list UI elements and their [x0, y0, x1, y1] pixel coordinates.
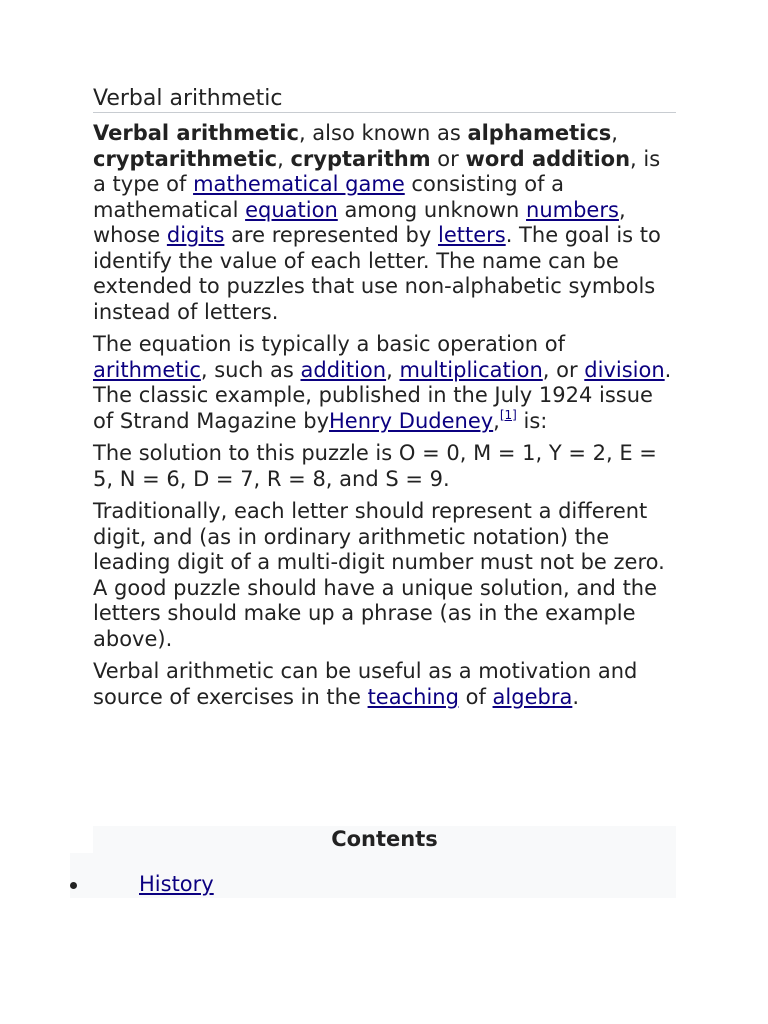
text-span: of — [458, 684, 493, 709]
link-equation[interactable]: equation — [245, 197, 338, 222]
text-span: are represented by — [224, 223, 438, 247]
table-of-contents — [70, 826, 676, 898]
text-span: Verbal arithmetic can be useful as a motivation and source of exercises in the — [93, 659, 638, 709]
intro-paragraph — [93, 121, 676, 325]
text-span: , also known as — [298, 121, 468, 145]
text-span: . — [572, 684, 580, 709]
text-span: , is a type of — [93, 146, 661, 196]
alternate-name: word addition — [465, 146, 631, 171]
text-span: . The goal is to identify the value of each letter. The name can be extended to puzzles that use non-alphabetic symbols instead of letters. — [93, 223, 661, 324]
reference-superscript — [500, 408, 517, 422]
link-multiplication[interactable]: multiplication — [399, 357, 543, 382]
link-algebra[interactable]: algebra — [492, 684, 573, 709]
text-span: , whose — [93, 197, 626, 247]
link-division[interactable]: division — [584, 357, 665, 382]
term-bold: Verbal arithmetic — [93, 121, 299, 145]
text-span: , — [386, 357, 400, 382]
text-span: , — [493, 408, 500, 433]
text-span: . The classic example, published in the July 1924 issue of Strand Magazine by — [93, 357, 672, 433]
toc-corner — [70, 826, 93, 853]
bullet-icon — [70, 882, 77, 889]
toc-item-history — [70, 870, 676, 898]
link-digits[interactable]: digits — [166, 223, 225, 247]
text-span: , — [611, 121, 618, 145]
alternate-name: alphametics — [467, 121, 612, 145]
alternate-name: cryptarithm — [290, 146, 431, 171]
text-span: consisting of a mathematical — [93, 172, 565, 222]
text-span: is: — [516, 408, 548, 433]
link-mathematical-game[interactable]: mathematical game — [193, 172, 405, 196]
link-letters[interactable]: letters — [437, 223, 506, 247]
text-span: , — [277, 146, 291, 171]
solution-paragraph: The solution to this puzzle is O = 0, M = 1, Y = 2, E = 5, N = 6, D = 7, R = 8, and S = 9. — [93, 441, 657, 491]
text-span: , or — [542, 357, 585, 382]
alternate-name: cryptarithmetic — [93, 146, 278, 171]
rules-paragraph: Traditionally, each letter should represent a different digit, and (as in ordinary arithmetic notation) the leading digit of a multi-digit number must not be zero. A good puzzle should have a unique solution, and the letters should make up a phrase (as in the example above). — [93, 499, 665, 651]
text-span: The equation is typically a basic operation of — [93, 332, 566, 356]
link-teaching[interactable]: teaching — [367, 684, 459, 709]
link-arithmetic[interactable]: arithmetic — [93, 357, 201, 382]
article — [93, 84, 676, 717]
link-numbers[interactable]: numbers — [526, 197, 619, 222]
teaching-paragraph — [93, 659, 676, 710]
text-span: or — [430, 146, 466, 171]
page-title: Verbal arithmetic — [93, 84, 676, 113]
toc-title: Contents — [331, 827, 438, 851]
operation-paragraph — [93, 332, 676, 434]
toc-link-history[interactable]: History — [139, 872, 214, 896]
text-span: , such as — [200, 357, 301, 382]
reference-link[interactable]: [1] — [499, 407, 517, 422]
text-span: among unknown — [337, 197, 527, 222]
link-henry-dudeney[interactable]: Henry Dudeney — [329, 408, 494, 433]
link-addition[interactable]: addition — [300, 357, 387, 382]
